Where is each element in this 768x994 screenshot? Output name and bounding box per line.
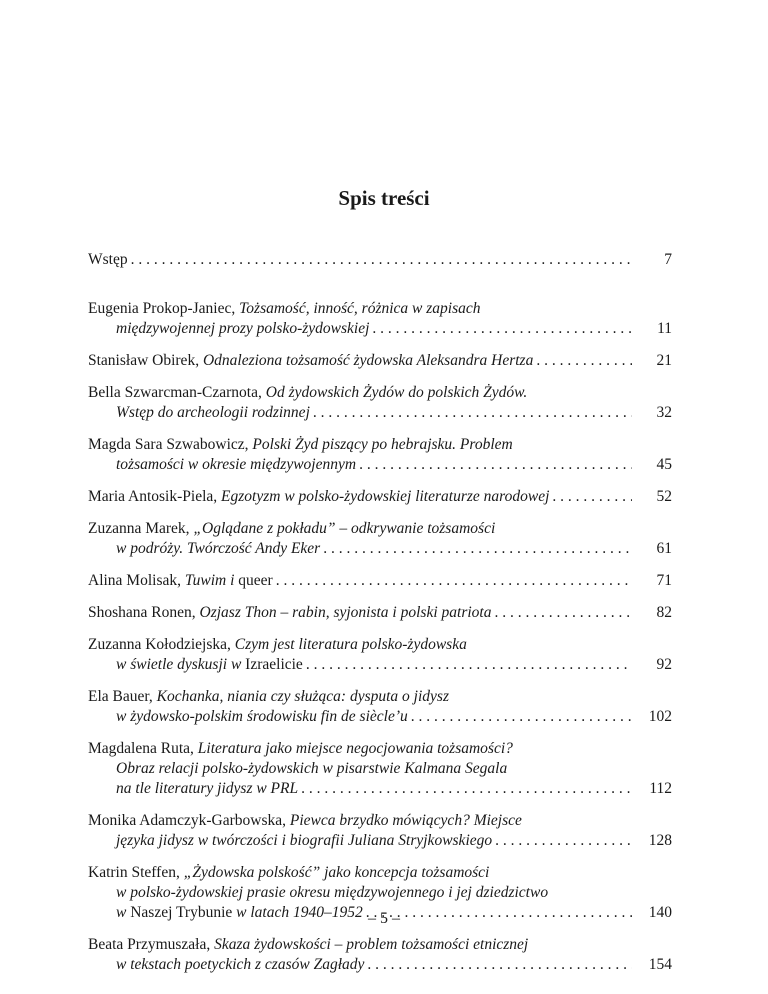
toc-page-number: 71 [656,572,672,589]
toc-page-number: 82 [656,604,672,621]
toc-author-segment: Magda Sara Szwabowicz, [88,436,253,453]
toc-entry [88,603,672,623]
toc-page-number: 102 [648,708,672,725]
toc-entry-line [88,863,672,883]
toc-entry [88,687,672,727]
toc-entry-text [88,603,491,623]
toc-author-segment: Izraelicie [245,656,303,673]
toc-entry-text [88,487,549,507]
toc-title-segment: na tle literatury jidysz w PRL [116,780,299,797]
toc-page-number: 128 [648,832,672,849]
toc-title-segment: Od żydowskich Żydów do polskich Żydów. [265,384,528,401]
toc-entry-line [88,935,672,955]
toc-title-segment: Egzotyzm w polsko-żydowskiej literaturze narodowej [221,488,550,505]
toc-entry-line [88,571,672,591]
toc-author-segment: Katrin Steffen, [88,864,184,881]
toc-author-segment: Alina Molisak, [88,572,185,589]
toc-title-segment: Czym jest literatura polsko-żydowska [234,636,467,653]
toc-page-number: 61 [656,540,672,557]
toc-page-number: 11 [657,320,672,337]
toc-title-segment: w polsko-żydowskiej prasie okresu międzywojennego i jej dziedzictwo [116,884,549,901]
toc-entry [88,487,672,507]
toc-author-segment: Stanisław Obirek, [88,352,203,369]
toc-title-segment: Piewca brzydko mówiących? Miejsce [289,812,522,829]
toc-entry-text [88,935,528,955]
toc-author-segment: Ela Bauer, [88,688,157,705]
leader-dots [494,603,632,623]
toc-entry-text [88,687,449,707]
toc-title-segment: „Oglądane z pokładu” – odkrywanie tożsamości [193,520,496,537]
toc-page-number: 140 [648,904,672,921]
toc-page-number: 154 [648,956,672,973]
toc-title-segment: Wstęp do archeologii rodzinnej [116,404,310,421]
toc-entry-text [88,519,495,539]
leader-dots [495,831,632,851]
toc-entry-line [88,299,672,319]
toc-page-number: 45 [656,456,672,473]
toc-entry-line [88,250,672,270]
toc-entry-text [88,383,527,403]
toc-entry-line [88,603,672,623]
toc-entry-text [88,571,273,591]
toc-author-segment: Magdalena Ruta, [88,740,198,757]
toc-entry-text [116,319,369,339]
toc-entry [88,811,672,851]
toc-author-segment: Maria Antosik-Piela, [88,488,222,505]
toc-entry-text [116,831,492,851]
toc-entry [88,351,672,371]
toc-entry-line [88,831,672,851]
toc-entry-line [88,739,672,759]
toc-entry-line [88,455,672,475]
toc-entry-line [88,403,672,423]
leader-dots [359,455,632,475]
toc-entry-text [88,435,513,455]
leader-dots [131,250,632,270]
leader-dots [323,539,632,559]
toc-title-segment: Obraz relacji polsko-żydowskich w pisarstwie Kalmana Segala [116,760,508,777]
toc-entry-text [88,635,467,655]
toc-entry-line [88,519,672,539]
toc-title-segment: tożsamości w okresie międzywojennym [116,456,357,473]
toc-author-segment: queer [238,572,273,589]
page-title: Spis treści [338,186,430,210]
toc-page-number: 32 [656,404,672,421]
toc-entry-line [88,319,672,339]
toc-entry [88,383,672,423]
toc-author-segment: Shoshana Ronen, [88,604,200,621]
toc-entry-text [116,539,320,559]
leader-dots [313,403,632,423]
toc-entry-text [116,707,408,727]
leader-dots [411,707,632,727]
toc-page-number: 7 [664,251,672,268]
leader-dots [276,571,632,591]
toc-title-segment: języka jidysz w twórczości i biografii Juliana Stryjkowskiego [116,832,493,849]
leader-dots [536,351,632,371]
toc-entry-text [116,759,507,779]
toc-entry-line [88,351,672,371]
toc-entry [88,739,672,799]
toc-entry-text [88,351,533,371]
toc-title-segment: Skaza żydowskości – problem tożsamości etnicznej [214,936,529,953]
toc-author-segment: Beata Przymuszała, [88,936,215,953]
leader-dots [372,319,632,339]
toc-author-segment: Bella Szwarcman-Czarnota, [88,384,266,401]
toc-page-number: 112 [649,780,672,797]
toc-author-segment: Monika Adamczyk-Garbowska, [88,812,290,829]
toc-entry-text [88,299,481,319]
leader-dots [301,779,632,799]
toc-entry-line [88,635,672,655]
toc-entry [88,571,672,591]
toc-page-number: 92 [656,656,672,673]
toc-title-segment: międzywojennej prozy polsko-żydowskiej [116,320,370,337]
toc-entry-text [88,863,489,883]
toc-entry-line [88,655,672,675]
toc-entry-line [88,687,672,707]
toc-entry [88,935,672,975]
toc-entry-line [88,539,672,559]
toc-entry-text [116,955,364,975]
leader-dots [367,955,632,975]
toc-author-segment: Wstęp [88,251,128,268]
toc-title-segment: Tożsamość, inność, różnica w zapisach [239,300,481,317]
toc-title-segment: w latach 1940–1952 [232,904,363,921]
toc-title-segment: w podróży. Twórczość Andy Eker [116,540,321,557]
toc-title-segment: Tuwim i [184,572,239,589]
leader-dots [552,487,632,507]
toc-author-segment: Eugenia Prokop-Janiec, [88,300,240,317]
toc-entry-text [116,883,548,903]
toc-entry [88,519,672,559]
toc-title-segment: w tekstach poetyckich z czasów Zagłady [116,956,365,973]
toc-author-segment: Zuzanna Marek, [88,520,194,537]
toc-entry-line [88,383,672,403]
toc-entry-line [88,955,672,975]
toc-title-segment: w [116,904,131,921]
toc-entry [88,250,672,270]
toc-entry-text [116,403,310,423]
toc-entry [88,435,672,475]
toc-entry-line [88,435,672,455]
toc-entry-text [116,455,356,475]
toc-title-segment: Odnaleziona tożsamość żydowska Aleksandra Hertza [202,352,534,369]
leader-dots [306,655,632,675]
toc-author-segment: Naszej Trybunie [130,904,233,921]
toc-page-number: 21 [656,352,672,369]
toc-title-segment: Ozjasz Thon – rabin, syjonista i polski patriota [199,604,492,621]
toc-entry-line [88,759,672,779]
toc-entry-text [116,779,298,799]
toc-entry [88,299,672,339]
toc-page-number: 52 [656,488,672,505]
toc-title-segment: Polski Żyd piszący po hebrajsku. Problem [252,436,513,453]
toc-entry-line [88,779,672,799]
toc-entry [88,635,672,675]
toc-title-segment: Literatura jako miejsce negocjowania tożsamości? [197,740,513,757]
toc-entry-text [88,811,522,831]
toc-entry-line [88,883,672,903]
toc-author-segment: Zuzanna Kołodziejska, [88,636,235,653]
toc-title-segment: w świetle dyskusji w [116,656,246,673]
toc-title-segment: w żydowsko-polskim środowisku fin de siècle’u [116,708,408,725]
toc-title-segment: „Żydowska polskość” jako koncepcja tożsamości [183,864,490,881]
table-of-contents [88,250,672,987]
toc-entry-line [88,707,672,727]
toc-entry-text [88,250,128,270]
page-number-footer: – 5 – [368,910,400,927]
toc-entry-line [88,811,672,831]
toc-entry-text [88,739,513,759]
toc-entry-line [88,487,672,507]
toc-title-segment: Kochanka, niania czy służąca: dysputa o jidysz [156,688,449,705]
toc-entry-text [116,655,303,675]
